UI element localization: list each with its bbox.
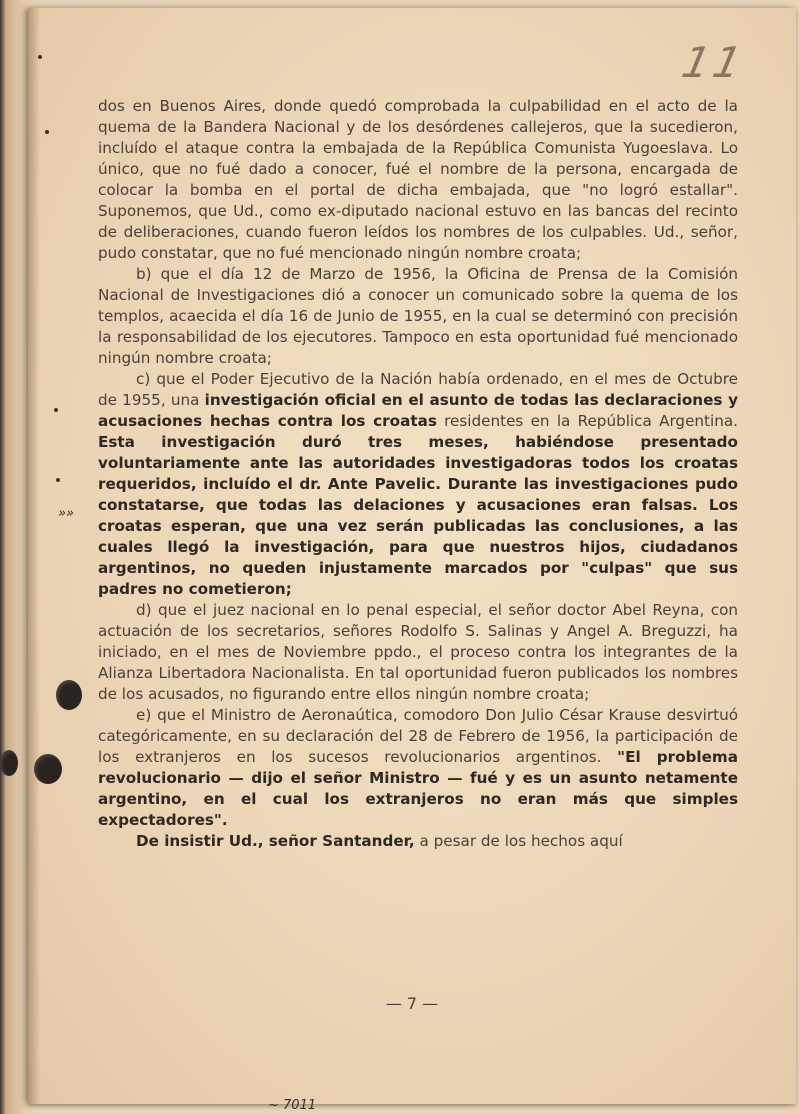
paragraph-d: d) que el juez nacional en lo penal especial, el señor doctor Abel Reyna, con actuación de los secretarios, señores Rodolfo S. Salinas y Angel A. Breguzzi, ha iniciado, en el mes de Noviembre ppdo., el proceso contra los integrantes de la Alianza Libertadora Nacionalista. En tal oportunidad fueron publicados los nombres de los acusados, no figurando entre ellos ningún nombre croata; (98, 601, 738, 703)
document-page (28, 8, 796, 1113)
punch-hole (56, 680, 82, 710)
paragraph-e-bold-quote: "El problema revolucionario — dijo el señor Ministro — fué y es un asunto netamente argentino, en el cual los extranjeros no eran más que simples expectadores". (98, 748, 739, 829)
folio-number: 11 (677, 38, 750, 87)
paragraph-e-part1: e) que el Ministro de Aeronaútica, comodoro Don Julio César Krause desvirtuó categóricamente, en su declaración del 28 de Febrero de 1956, la participación de los extranjeros en los sucesos revolucionarios argentinos. (98, 706, 738, 766)
paragraph-closing-part: a pesar de los hechos aquí (414, 832, 623, 850)
paragraph-closing-bold: De insistir Ud., señor Santander, (136, 832, 415, 850)
paragraph-c-bold2: Esta investigación duró tres meses, habiéndose presentado voluntariamente ante las autoridades investigadoras todos los croatas requeridos, incluído el dr. Ante Pavelic. Durante las investigaciones pudo constatarse, que todas las delaciones y acusaciones eran falsas. Los croatas esperan, que una vez serán publicadas las conclusiones, a las cuales llegó la investigación, para que nuestros hijos, ciudadanos argentinos, no queden injustamente marcados por "culpas" que sus padres no cometieron; (98, 433, 738, 598)
paragraph-a-continued: dos en Buenos Aires, donde quedó comprobada la culpabilidad en el acto de la quema de la Bandera Nacional y de los desórdenes callejeros, que la sucedieron, incluído el ataque contra la embajada de la República Comunista Yugoeslava. Lo único, que no fué dado a conocer, fué el nombre de la persona, encargada de colocar la bomba en el portal de dicha embajada, que "no logró estallar". Suponemos, que Ud., como ex-diputado nacional estuvo en las bancas del recinto de deliberaciones, cuando fueron leídos los nombres de los culpables. Ud., señor, pudo constatar, que no fué mencionado ningún nombre croata; (98, 97, 738, 262)
paragraph-c (98, 369, 738, 600)
paragraph-closing (98, 831, 738, 852)
binding-hole (0, 750, 18, 776)
page-number: — 7 — (385, 994, 439, 1013)
bottom-scribble: ~ 7011 (268, 1098, 317, 1113)
margin-dot (56, 478, 60, 482)
margin-dot (45, 130, 49, 134)
paragraph-e (98, 705, 738, 831)
paragraph-b: b) que el día 12 de Marzo de 1956, la Oficina de Prensa de la Comisión Nacional de Investigaciones dió a conocer un comunicado sobre la quema de los templos, acaecida el día 16 de Junio de 1955, en la cual se determinó con precisión la responsabilidad de los ejecutores. Tampoco en esta oportunidad fué mencionado ningún nombre croata; (98, 265, 738, 367)
margin-dot (54, 408, 58, 412)
body-text (98, 96, 738, 852)
paragraph-c-part2: residentes en la República Argentina. (436, 412, 738, 430)
paragraph-c-bold1: investigación oficial en el asunto de todas las declaraciones y acusaciones hechas contra los croatas (98, 391, 738, 430)
paragraph-c-part1: c) que el Poder Ejecutivo de la Nación había ordenado, en el mes de Octubre de 1955, una (98, 370, 738, 409)
margin-dot (38, 55, 42, 59)
margin-mark: »» (58, 506, 75, 521)
punch-hole (34, 754, 62, 784)
